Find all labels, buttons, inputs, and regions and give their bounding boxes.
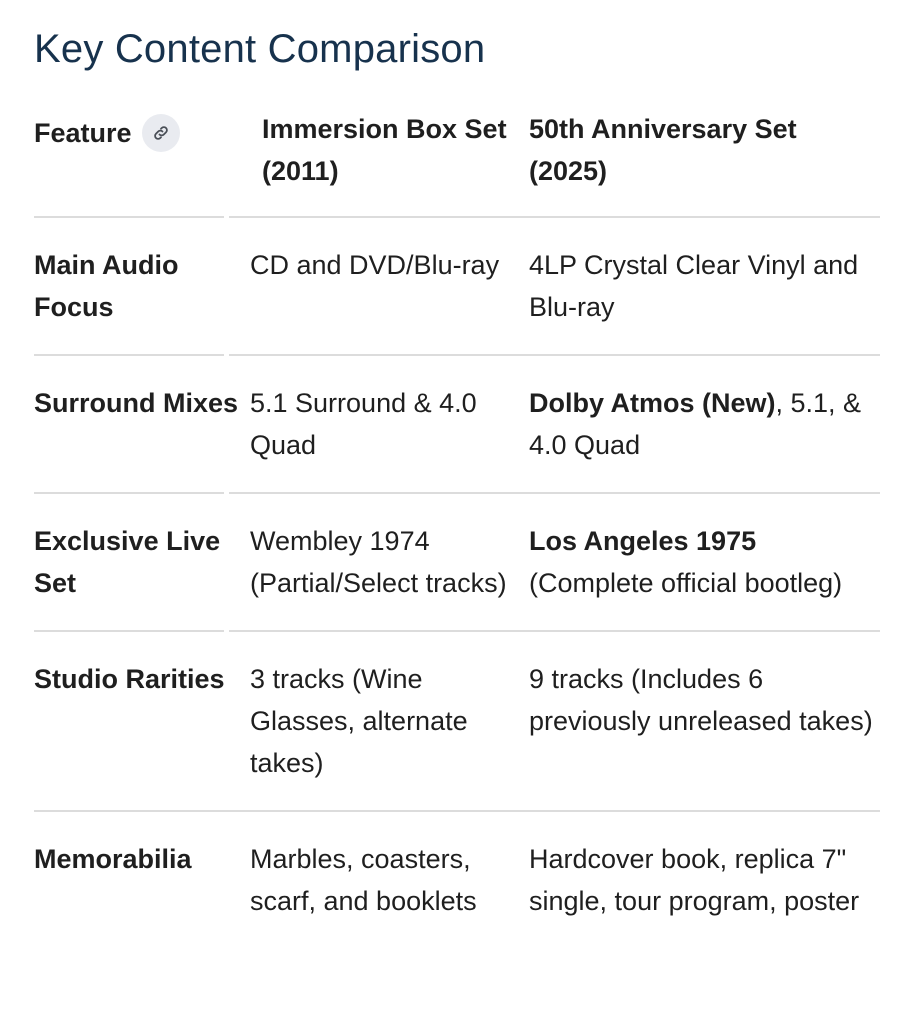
link-icon[interactable]: [142, 114, 180, 152]
row-immersion-value: 5.1 Surround & 4.0 Quad: [250, 388, 477, 460]
header-cell-feature: [34, 108, 250, 192]
row-immersion-value: Wembley 1974 (Partial/Select tracks): [250, 526, 507, 598]
row-anniversary-value: [529, 244, 880, 328]
row-anniversary-value: [529, 382, 880, 466]
table-row: [34, 812, 880, 942]
row-immersion-value: 3 tracks (Wine Glasses, alternate takes): [250, 664, 468, 778]
table-row: [34, 218, 880, 354]
header-cell-immersion: Immersion Box Set (2011): [262, 114, 507, 186]
row-anniversary-highlight: Dolby Atmos (New): [529, 388, 776, 418]
row-immersion-value: Marbles, coasters, scarf, and booklets: [250, 844, 477, 916]
row-anniversary-detail: (Complete official bootleg): [529, 568, 843, 598]
row-feature: Exclusive Live Set: [34, 526, 221, 598]
comparison-table: [34, 108, 880, 942]
table-row: [34, 632, 880, 810]
row-anniversary-highlight: Los Angeles 1975: [529, 526, 757, 556]
row-anniversary-detail: , 5.1, & 4.0 Quad: [529, 388, 862, 460]
row-feature: Memorabilia: [34, 844, 192, 874]
row-anniversary-value: [529, 520, 880, 604]
row-immersion-value: CD and DVD/Blu-ray: [250, 250, 500, 280]
table-row: [34, 494, 880, 630]
row-anniversary-value: [529, 658, 880, 784]
row-anniversary-detail: 4LP Crystal Clear Vinyl and Blu-ray: [529, 250, 859, 322]
row-anniversary-value: [529, 838, 880, 922]
row-anniversary-detail: Hardcover book, replica 7" single, tour program, poster: [529, 844, 860, 916]
row-feature: Studio Rarities: [34, 664, 225, 694]
row-feature: Main Audio Focus: [34, 250, 179, 322]
table-row: [34, 356, 880, 492]
row-feature: Surround Mixes: [34, 388, 239, 418]
header-feature-label: Feature: [34, 118, 132, 148]
table-header-row: [34, 108, 880, 216]
row-anniversary-detail: 9 tracks (Includes 6 previously unreleased takes): [529, 664, 873, 736]
page-title: Key Content Comparison: [34, 27, 486, 71]
header-cell-anniversary: 50th Anniversary Set (2025): [529, 114, 797, 186]
